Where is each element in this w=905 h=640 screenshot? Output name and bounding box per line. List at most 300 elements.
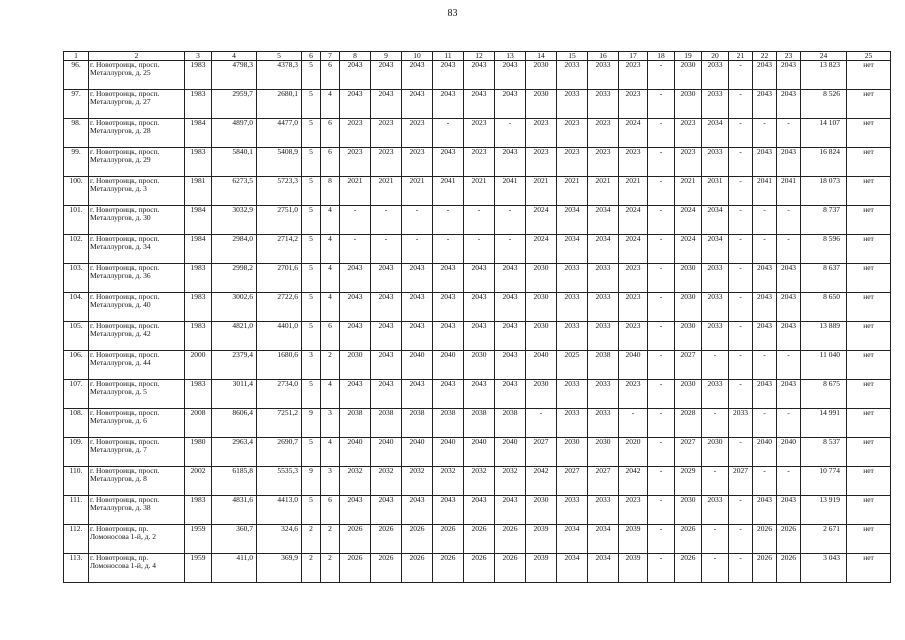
address-cell: г. Новотроицк, просп. Металлургов, д. 29 bbox=[89, 148, 185, 177]
table-cell: 4831,6 bbox=[212, 496, 257, 525]
table-cell: - bbox=[702, 467, 729, 496]
table-cell: 2041 bbox=[495, 177, 526, 206]
row-number-cell: 105. bbox=[64, 322, 89, 351]
address-cell: г. Новотроицк, просп. Металлургов, д. 34 bbox=[89, 235, 185, 264]
table-cell: 2039 bbox=[619, 525, 648, 554]
table-cell: 2030 bbox=[702, 438, 729, 467]
table-cell: нет bbox=[847, 467, 891, 496]
address-cell: г. Новотроицк, просп. Металлургов, д. 36 bbox=[89, 264, 185, 293]
column-header: 23 bbox=[777, 52, 801, 61]
table-cell: 3 bbox=[302, 351, 321, 380]
table-cell: нет bbox=[847, 380, 891, 409]
table-cell: 2 bbox=[302, 525, 321, 554]
table-cell: - bbox=[648, 264, 675, 293]
table-cell: 2023 bbox=[402, 148, 433, 177]
table-cell: 2034 bbox=[588, 554, 619, 583]
table-cell: 2024 bbox=[619, 235, 648, 264]
table-cell: 2026 bbox=[464, 554, 495, 583]
table-cell: 2043 bbox=[777, 264, 801, 293]
table-cell: 2043 bbox=[340, 293, 371, 322]
table-cell: 2032 bbox=[340, 467, 371, 496]
address-cell: г. Новотроицк, просп. Металлургов, д. 40 bbox=[89, 293, 185, 322]
table-cell: 2030 bbox=[675, 264, 702, 293]
table-cell: 2043 bbox=[433, 496, 464, 525]
table-cell: 8 737 bbox=[801, 206, 847, 235]
column-header: 3 bbox=[185, 52, 212, 61]
table-cell: - bbox=[777, 351, 801, 380]
address-cell: г. Новотроицк, просп. Металлургов, д. 44 bbox=[89, 351, 185, 380]
table-cell: 2021 bbox=[557, 177, 588, 206]
row-number-cell: 109. bbox=[64, 438, 89, 467]
table-cell: 2043 bbox=[495, 496, 526, 525]
table-cell: 6 bbox=[321, 322, 340, 351]
table-cell: 4 bbox=[321, 293, 340, 322]
table-cell: 2030 bbox=[675, 61, 702, 90]
row-number-cell: 113. bbox=[64, 554, 89, 583]
table-cell: 9 bbox=[302, 409, 321, 438]
table-cell: 2043 bbox=[433, 293, 464, 322]
table-cell: 2043 bbox=[495, 380, 526, 409]
table-cell: - bbox=[648, 409, 675, 438]
table-cell: 2043 bbox=[433, 322, 464, 351]
table-cell: 2043 bbox=[371, 61, 402, 90]
table-cell: 2027 bbox=[526, 438, 557, 467]
table-cell: 2026 bbox=[753, 554, 777, 583]
column-header: 11 bbox=[433, 52, 464, 61]
table-cell: 2040 bbox=[340, 438, 371, 467]
table-cell: 1983 bbox=[185, 293, 212, 322]
table-cell: 2043 bbox=[753, 293, 777, 322]
table-cell: 2043 bbox=[340, 264, 371, 293]
table-cell: 2998,2 bbox=[212, 264, 257, 293]
table-cell: 2033 bbox=[702, 496, 729, 525]
table-cell: 5840,1 bbox=[212, 148, 257, 177]
table-cell: - bbox=[702, 351, 729, 380]
table-cell: 2026 bbox=[464, 525, 495, 554]
table-cell: 2026 bbox=[495, 554, 526, 583]
table-cell: 2034 bbox=[702, 235, 729, 264]
table-cell: 8 650 bbox=[801, 293, 847, 322]
table-cell: 2033 bbox=[588, 293, 619, 322]
table-cell: - bbox=[371, 206, 402, 235]
table-cell: 2043 bbox=[495, 293, 526, 322]
table-cell: 2023 bbox=[526, 148, 557, 177]
table-cell: 2026 bbox=[371, 554, 402, 583]
table-cell: - bbox=[648, 322, 675, 351]
table-row bbox=[64, 409, 891, 438]
table-cell: 411,0 bbox=[212, 554, 257, 583]
table-cell: 2043 bbox=[433, 90, 464, 119]
table-cell: 2026 bbox=[433, 554, 464, 583]
address-cell: г. Новотроицк, просп. Металлургов, д. 6 bbox=[89, 409, 185, 438]
table-cell: 2023 bbox=[526, 119, 557, 148]
table-cell: 1984 bbox=[185, 206, 212, 235]
table-cell: 2038 bbox=[402, 409, 433, 438]
address-cell: г. Новотроицк, просп. Металлургов, д. 5 bbox=[89, 380, 185, 409]
table-cell: 2030 bbox=[675, 496, 702, 525]
table-cell: 2033 bbox=[557, 264, 588, 293]
table-cell: 2040 bbox=[526, 351, 557, 380]
table-cell: 3 043 bbox=[801, 554, 847, 583]
table-cell: 2043 bbox=[340, 380, 371, 409]
table-cell: 3 bbox=[321, 409, 340, 438]
table-cell: нет bbox=[847, 293, 891, 322]
table-cell: 2040 bbox=[433, 438, 464, 467]
column-header: 9 bbox=[371, 52, 402, 61]
table-cell: 2034 bbox=[588, 525, 619, 554]
row-number-cell: 97. bbox=[64, 90, 89, 119]
table-cell: 2043 bbox=[777, 90, 801, 119]
table-cell: 2038 bbox=[464, 409, 495, 438]
table-header-row bbox=[64, 52, 891, 61]
table-cell: 2043 bbox=[753, 380, 777, 409]
table-cell: 2030 bbox=[340, 351, 371, 380]
table-cell: 4 bbox=[321, 90, 340, 119]
table-cell: - bbox=[729, 119, 753, 148]
row-number-cell: 107. bbox=[64, 380, 89, 409]
table-row bbox=[64, 235, 891, 264]
table-cell: 2040 bbox=[371, 438, 402, 467]
column-header: 14 bbox=[526, 52, 557, 61]
table-cell: 14 991 bbox=[801, 409, 847, 438]
table-cell: нет bbox=[847, 525, 891, 554]
column-header: 6 bbox=[302, 52, 321, 61]
table-cell: 4821,0 bbox=[212, 322, 257, 351]
table-cell: 2 bbox=[321, 525, 340, 554]
table-cell: 2030 bbox=[526, 496, 557, 525]
table-cell: 2027 bbox=[675, 351, 702, 380]
table-cell: 2023 bbox=[588, 148, 619, 177]
table-cell: 2984,0 bbox=[212, 235, 257, 264]
table-cell: 8 596 bbox=[801, 235, 847, 264]
table-row bbox=[64, 90, 891, 119]
table-cell: 2026 bbox=[777, 554, 801, 583]
table-cell: 8606,4 bbox=[212, 409, 257, 438]
table-cell: - bbox=[433, 235, 464, 264]
table-cell: 2021 bbox=[619, 177, 648, 206]
table-cell: 2033 bbox=[729, 409, 753, 438]
table-cell: 8 637 bbox=[801, 264, 847, 293]
table-cell: 4 bbox=[321, 264, 340, 293]
table-cell: 2043 bbox=[433, 148, 464, 177]
table-cell: 2043 bbox=[464, 264, 495, 293]
table-cell: 2040 bbox=[619, 351, 648, 380]
table-cell: 4401,0 bbox=[257, 322, 302, 351]
table-cell: 1981 bbox=[185, 177, 212, 206]
row-number-cell: 108. bbox=[64, 409, 89, 438]
table-cell: 2030 bbox=[675, 293, 702, 322]
table-cell: 2033 bbox=[557, 496, 588, 525]
table-cell: 2026 bbox=[402, 525, 433, 554]
table-cell: 5 bbox=[302, 496, 321, 525]
table-cell: - bbox=[464, 235, 495, 264]
table-cell: 2033 bbox=[702, 264, 729, 293]
table-cell: 2038 bbox=[495, 409, 526, 438]
row-number-cell: 106. bbox=[64, 351, 89, 380]
table-cell: 2030 bbox=[675, 322, 702, 351]
table-cell: - bbox=[648, 467, 675, 496]
table-cell: 2043 bbox=[340, 61, 371, 90]
table-cell: 2043 bbox=[433, 380, 464, 409]
table-cell: нет bbox=[847, 90, 891, 119]
table-cell: 2041 bbox=[433, 177, 464, 206]
table-cell: - bbox=[526, 409, 557, 438]
table-cell: 2008 bbox=[185, 409, 212, 438]
table-cell: 2043 bbox=[753, 61, 777, 90]
table-cell: 4 bbox=[321, 206, 340, 235]
table-cell: 5 bbox=[302, 380, 321, 409]
table-cell: 6 bbox=[321, 148, 340, 177]
table-cell: 2963,4 bbox=[212, 438, 257, 467]
table-cell: 2043 bbox=[495, 61, 526, 90]
table-cell: 2032 bbox=[402, 467, 433, 496]
table-cell: 2043 bbox=[777, 293, 801, 322]
address-cell: г. Новотроицк, просп. Металлургов, д. 28 bbox=[89, 119, 185, 148]
table-cell: 2021 bbox=[675, 177, 702, 206]
table-cell: 5 bbox=[302, 293, 321, 322]
table-row bbox=[64, 177, 891, 206]
table-cell: 2043 bbox=[495, 322, 526, 351]
address-cell: г. Новотроицк, просп. Металлургов, д. 27 bbox=[89, 90, 185, 119]
table-cell: 2026 bbox=[371, 525, 402, 554]
table-cell: - bbox=[648, 206, 675, 235]
table-cell: 2023 bbox=[675, 148, 702, 177]
table-cell: 2043 bbox=[777, 380, 801, 409]
table-cell: 8 537 bbox=[801, 438, 847, 467]
table-cell: 2030 bbox=[526, 61, 557, 90]
table-cell: 2043 bbox=[464, 496, 495, 525]
table-cell: 2026 bbox=[753, 525, 777, 554]
table-cell: 5 bbox=[302, 438, 321, 467]
column-header: 2 bbox=[89, 52, 185, 61]
table-cell: 2040 bbox=[402, 351, 433, 380]
table-cell: 2023 bbox=[619, 148, 648, 177]
table-cell: 5 bbox=[302, 61, 321, 90]
table-cell: 2034 bbox=[557, 525, 588, 554]
table-cell: 1959 bbox=[185, 525, 212, 554]
row-number-cell: 100. bbox=[64, 177, 89, 206]
table-cell: 2043 bbox=[371, 90, 402, 119]
table-cell: 2043 bbox=[464, 322, 495, 351]
table-cell: 2040 bbox=[402, 438, 433, 467]
table-cell: 2023 bbox=[557, 119, 588, 148]
table-cell: - bbox=[729, 264, 753, 293]
table-cell: 2043 bbox=[495, 90, 526, 119]
table-cell: 2034 bbox=[557, 554, 588, 583]
table-cell: 2020 bbox=[619, 438, 648, 467]
table-cell: 2043 bbox=[495, 351, 526, 380]
table-cell: 2026 bbox=[433, 525, 464, 554]
table-cell: 5 bbox=[302, 90, 321, 119]
table-cell: 2043 bbox=[371, 380, 402, 409]
table-row bbox=[64, 438, 891, 467]
table-cell: - bbox=[648, 177, 675, 206]
table-cell: 2751,0 bbox=[257, 206, 302, 235]
table-cell: - bbox=[702, 525, 729, 554]
table-cell: 2033 bbox=[557, 322, 588, 351]
table-cell: 1983 bbox=[185, 148, 212, 177]
table-cell: нет bbox=[847, 322, 891, 351]
table-cell: - bbox=[729, 380, 753, 409]
table-cell: - bbox=[777, 206, 801, 235]
table-cell: 2027 bbox=[588, 467, 619, 496]
table-cell: нет bbox=[847, 438, 891, 467]
table-cell: 2714,2 bbox=[257, 235, 302, 264]
table-cell: 2033 bbox=[588, 496, 619, 525]
table-row bbox=[64, 467, 891, 496]
table-cell: 324,6 bbox=[257, 525, 302, 554]
table-cell: 2030 bbox=[557, 438, 588, 467]
table-cell: 2701,6 bbox=[257, 264, 302, 293]
table-row bbox=[64, 148, 891, 177]
table-cell: - bbox=[729, 206, 753, 235]
table-cell: 2033 bbox=[702, 148, 729, 177]
address-cell: г. Новотроицк, просп. Металлургов, д. 42 bbox=[89, 322, 185, 351]
table-cell: 1980 bbox=[185, 438, 212, 467]
table-cell: 2032 bbox=[433, 467, 464, 496]
table-cell: 2043 bbox=[753, 496, 777, 525]
table-cell: 2039 bbox=[526, 525, 557, 554]
table-cell: 2027 bbox=[729, 467, 753, 496]
table-cell: 2033 bbox=[588, 90, 619, 119]
table-cell: 6 bbox=[321, 496, 340, 525]
table-cell: 1984 bbox=[185, 235, 212, 264]
table-cell: 2033 bbox=[702, 90, 729, 119]
table-cell: 2030 bbox=[675, 90, 702, 119]
table-cell: - bbox=[495, 119, 526, 148]
table-cell: 2043 bbox=[402, 61, 433, 90]
table-cell: 2024 bbox=[675, 206, 702, 235]
table-cell: 2023 bbox=[371, 119, 402, 148]
table-cell: 2043 bbox=[371, 322, 402, 351]
table-cell: - bbox=[648, 90, 675, 119]
table-cell: 2021 bbox=[464, 177, 495, 206]
table-cell: 3011,4 bbox=[212, 380, 257, 409]
column-header: 20 bbox=[702, 52, 729, 61]
row-number-cell: 99. bbox=[64, 148, 89, 177]
table-cell: 2043 bbox=[753, 148, 777, 177]
table-row bbox=[64, 554, 891, 583]
table-cell: 2043 bbox=[464, 293, 495, 322]
table-cell: 2033 bbox=[702, 380, 729, 409]
table-cell: 2043 bbox=[464, 61, 495, 90]
table-cell: 5 bbox=[302, 206, 321, 235]
table-cell: 2043 bbox=[753, 90, 777, 119]
table-cell: 2042 bbox=[526, 467, 557, 496]
table-cell: 2023 bbox=[371, 148, 402, 177]
table-cell: 2024 bbox=[526, 235, 557, 264]
table-cell: 2023 bbox=[340, 148, 371, 177]
table-cell: 4897,0 bbox=[212, 119, 257, 148]
table-cell: 2024 bbox=[619, 206, 648, 235]
table-cell: 2040 bbox=[495, 438, 526, 467]
table-cell: 2 bbox=[321, 554, 340, 583]
column-header: 4 bbox=[212, 52, 257, 61]
table-cell: 2031 bbox=[702, 177, 729, 206]
table-body bbox=[64, 61, 891, 583]
table-cell: - bbox=[702, 554, 729, 583]
table-cell: 2379,4 bbox=[212, 351, 257, 380]
table-cell: 7251,2 bbox=[257, 409, 302, 438]
table-cell: 3002,6 bbox=[212, 293, 257, 322]
table-cell: - bbox=[340, 235, 371, 264]
table-cell: 2043 bbox=[402, 264, 433, 293]
table-row bbox=[64, 293, 891, 322]
table-cell: 2043 bbox=[777, 61, 801, 90]
address-cell: г. Новотроицк, пр. Ломоносова 1-й, д. 2 bbox=[89, 525, 185, 554]
table-cell: 2021 bbox=[402, 177, 433, 206]
address-cell: г. Новотроицк, просп. Металлургов, д. 7 bbox=[89, 438, 185, 467]
table-row bbox=[64, 119, 891, 148]
table-cell: 2043 bbox=[402, 293, 433, 322]
table-cell: 2040 bbox=[464, 438, 495, 467]
table-cell: 2042 bbox=[619, 467, 648, 496]
table-cell: - bbox=[648, 554, 675, 583]
table-cell: 4413,0 bbox=[257, 496, 302, 525]
table-cell: 2043 bbox=[777, 496, 801, 525]
table-cell: 2690,7 bbox=[257, 438, 302, 467]
table-cell: 2021 bbox=[371, 177, 402, 206]
table-cell: 2034 bbox=[702, 206, 729, 235]
table-cell: - bbox=[729, 351, 753, 380]
table-cell: - bbox=[433, 206, 464, 235]
table-cell: - bbox=[753, 235, 777, 264]
table-cell: - bbox=[648, 293, 675, 322]
column-header: 18 bbox=[648, 52, 675, 61]
table-row bbox=[64, 525, 891, 554]
table-cell: 2030 bbox=[526, 293, 557, 322]
table-cell: нет bbox=[847, 351, 891, 380]
table-cell: 1983 bbox=[185, 90, 212, 119]
table-cell: 2040 bbox=[777, 438, 801, 467]
table-cell: 2043 bbox=[464, 380, 495, 409]
column-header: 12 bbox=[464, 52, 495, 61]
table-cell: - bbox=[371, 235, 402, 264]
table-cell: 2 bbox=[321, 351, 340, 380]
table-cell: 2032 bbox=[371, 467, 402, 496]
table-cell: 2038 bbox=[371, 409, 402, 438]
table-cell: - bbox=[729, 496, 753, 525]
table-cell: 2043 bbox=[495, 264, 526, 293]
table-cell: 2043 bbox=[402, 90, 433, 119]
column-header: 16 bbox=[588, 52, 619, 61]
table-cell: 2680,1 bbox=[257, 90, 302, 119]
table-cell: - bbox=[340, 206, 371, 235]
row-number-cell: 110. bbox=[64, 467, 89, 496]
table-cell: 1680,6 bbox=[257, 351, 302, 380]
table-cell: 2030 bbox=[464, 351, 495, 380]
table-cell: - bbox=[433, 119, 464, 148]
table-cell: - bbox=[729, 177, 753, 206]
table-cell: 2023 bbox=[588, 119, 619, 148]
column-header: 5 bbox=[257, 52, 302, 61]
table-cell: 4378,3 bbox=[257, 61, 302, 90]
table-cell: 2023 bbox=[340, 119, 371, 148]
table-cell: 2033 bbox=[557, 90, 588, 119]
table-cell: 1983 bbox=[185, 61, 212, 90]
table-cell: 369,9 bbox=[257, 554, 302, 583]
table-cell: - bbox=[648, 351, 675, 380]
table-cell: 2026 bbox=[402, 554, 433, 583]
table-cell: - bbox=[648, 119, 675, 148]
data-table bbox=[63, 51, 891, 583]
column-header: 8 bbox=[340, 52, 371, 61]
table-cell: 2043 bbox=[777, 148, 801, 177]
table-cell: 2043 bbox=[340, 322, 371, 351]
row-number-cell: 104. bbox=[64, 293, 89, 322]
table-cell: 2 bbox=[302, 554, 321, 583]
page-number: 83 bbox=[447, 8, 458, 19]
